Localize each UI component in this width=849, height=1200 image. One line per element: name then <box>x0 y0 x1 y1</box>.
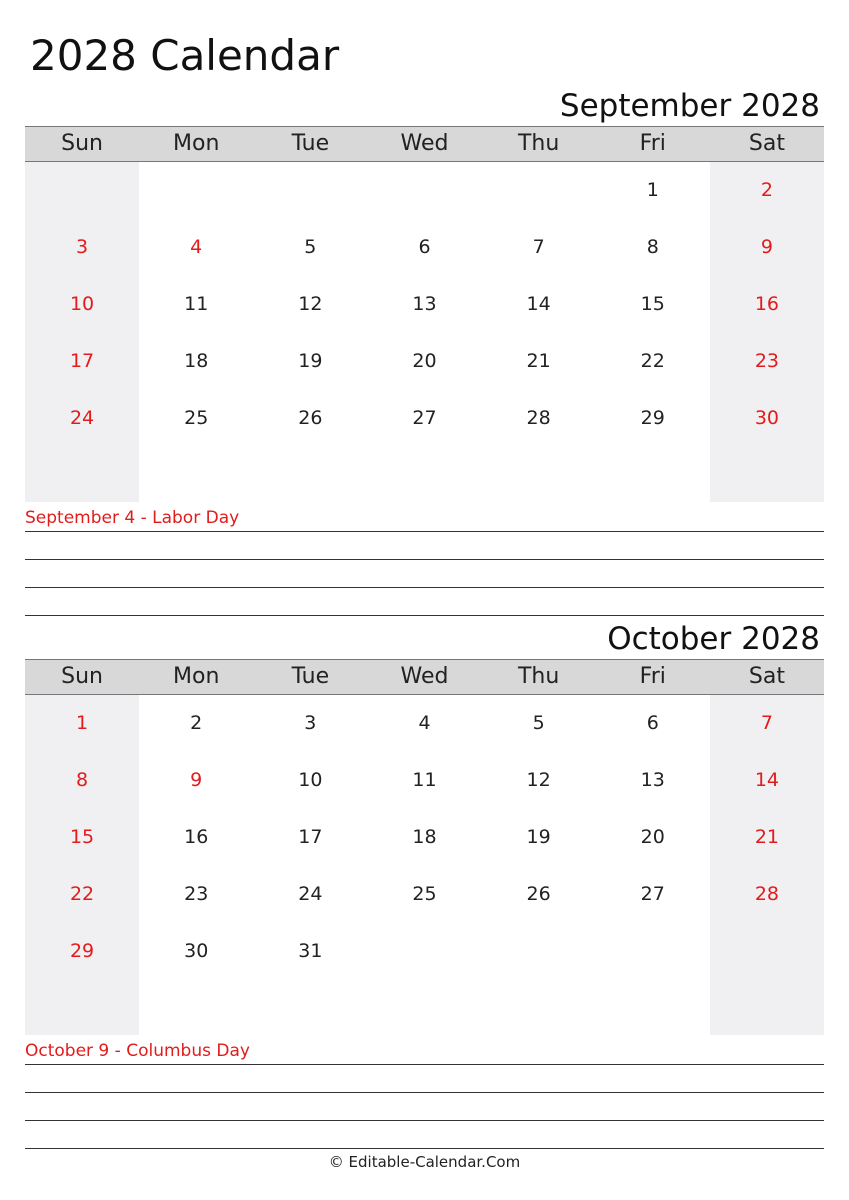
day-cell: 10 <box>298 769 323 791</box>
day-cell: 22 <box>69 883 95 905</box>
day-cell: 21 <box>754 826 779 848</box>
week-row <box>25 980 824 1037</box>
week-row <box>25 276 824 333</box>
note-line <box>25 1065 824 1093</box>
day-cell: 5 <box>532 712 545 734</box>
weekday-tue: Tue <box>291 664 330 689</box>
empty-day-cell <box>482 980 596 1037</box>
day-cell: 29 <box>640 407 665 429</box>
footer-credit: © Editable-Calendar.Com <box>328 1153 521 1171</box>
empty-day-cell <box>710 923 824 980</box>
empty-day-cell <box>482 447 596 504</box>
day-cell: 12 <box>526 769 551 791</box>
day-cell: 3 <box>304 712 317 734</box>
week-row <box>25 162 824 219</box>
weekday-wed: Wed <box>400 131 449 156</box>
weekday-tue: Tue <box>291 131 330 156</box>
empty-day-cell <box>482 923 596 980</box>
day-cell: 13 <box>412 293 437 315</box>
empty-day-cell <box>253 980 367 1037</box>
weekday-sat: Sat <box>748 664 785 689</box>
day-cell: 14 <box>526 293 551 315</box>
day-cell: 17 <box>298 826 323 848</box>
day-cell: 7 <box>532 236 545 258</box>
day-cell: 3 <box>76 236 89 258</box>
weekday-sat: Sat <box>748 131 785 156</box>
empty-day-cell <box>710 447 824 504</box>
empty-day-cell <box>25 162 139 219</box>
day-cell: 12 <box>298 293 323 315</box>
day-cell: 8 <box>646 236 659 258</box>
day-cell: 29 <box>69 940 95 962</box>
day-cell: 23 <box>754 350 779 372</box>
day-cell: 13 <box>640 769 665 791</box>
week-row <box>25 866 824 923</box>
day-cell: 20 <box>640 826 665 848</box>
day-cell: 17 <box>69 350 95 372</box>
weekday-header <box>25 659 824 695</box>
note-line <box>25 588 824 616</box>
month-title: October 2028 <box>607 621 820 657</box>
day-cell: 11 <box>184 293 209 315</box>
empty-day-cell <box>367 923 481 980</box>
day-cell: 2 <box>760 179 773 201</box>
day-cell: 19 <box>298 350 323 372</box>
day-cell: 15 <box>640 293 665 315</box>
week-row <box>25 752 824 809</box>
day-cell: 2 <box>190 712 203 734</box>
day-cell: 11 <box>412 769 437 791</box>
empty-day-cell <box>710 980 824 1037</box>
week-row <box>25 809 824 866</box>
day-cell: 7 <box>760 712 773 734</box>
weekday-sun: Sun <box>61 131 103 156</box>
day-cell: 31 <box>298 940 323 962</box>
note-line <box>25 532 824 560</box>
note-line <box>25 560 824 588</box>
calendar-grid <box>25 126 824 504</box>
empty-day-cell <box>482 162 596 219</box>
note-line <box>25 1093 824 1121</box>
empty-day-cell <box>253 162 367 219</box>
day-cell: 4 <box>190 236 203 258</box>
weekday-thu: Thu <box>517 131 560 156</box>
day-cell: 1 <box>76 712 89 734</box>
weekday-header <box>25 126 824 162</box>
day-cell: 23 <box>184 883 209 905</box>
empty-day-cell <box>367 980 481 1037</box>
day-cell: 14 <box>754 769 779 791</box>
week-row <box>25 695 824 752</box>
day-cell: 28 <box>754 883 779 905</box>
day-cell: 9 <box>760 236 773 258</box>
day-cell: 9 <box>190 769 203 791</box>
weekday-thu: Thu <box>517 664 560 689</box>
weekday-sun: Sun <box>61 664 103 689</box>
day-cell: 21 <box>526 350 551 372</box>
holiday-note: October 9 - Columbus Day <box>25 1037 824 1065</box>
day-cell: 18 <box>412 826 437 848</box>
day-cell: 25 <box>412 883 437 905</box>
month-september <box>25 86 824 616</box>
calendar-grid <box>25 659 824 1037</box>
day-cell: 16 <box>754 293 779 315</box>
empty-day-cell <box>367 162 481 219</box>
day-cell: 28 <box>526 407 551 429</box>
day-cell: 18 <box>184 350 209 372</box>
empty-day-cell <box>596 980 710 1037</box>
empty-day-cell <box>139 447 253 504</box>
day-cell: 30 <box>184 940 209 962</box>
holiday-note: September 4 - Labor Day <box>25 504 824 532</box>
week-row <box>25 219 824 276</box>
day-cell: 26 <box>526 883 551 905</box>
day-cell: 20 <box>412 350 437 372</box>
day-cell: 27 <box>640 883 665 905</box>
empty-day-cell <box>139 162 253 219</box>
empty-day-cell <box>367 447 481 504</box>
day-cell: 30 <box>754 407 779 429</box>
empty-day-cell <box>25 980 139 1037</box>
note-line <box>25 1121 824 1149</box>
day-cell: 10 <box>69 293 95 315</box>
empty-day-cell <box>139 980 253 1037</box>
day-cell: 25 <box>184 407 209 429</box>
weekday-mon: Mon <box>173 131 220 156</box>
day-cell: 4 <box>418 712 431 734</box>
week-row <box>25 390 824 447</box>
day-cell: 27 <box>412 407 437 429</box>
day-cell: 24 <box>69 407 95 429</box>
empty-day-cell <box>596 447 710 504</box>
day-cell: 22 <box>640 350 665 372</box>
week-row <box>25 923 824 980</box>
page-title: 2028 Calendar <box>30 31 340 80</box>
day-cell: 6 <box>646 712 659 734</box>
month-october <box>25 619 824 1149</box>
empty-day-cell <box>596 923 710 980</box>
empty-day-cell <box>253 447 367 504</box>
weeks <box>25 695 824 1037</box>
empty-day-cell <box>25 447 139 504</box>
day-cell: 19 <box>526 826 551 848</box>
day-cell: 24 <box>298 883 323 905</box>
day-cell: 8 <box>76 769 89 791</box>
weekday-wed: Wed <box>400 664 449 689</box>
week-row <box>25 333 824 390</box>
day-cell: 26 <box>298 407 323 429</box>
weekday-mon: Mon <box>173 664 220 689</box>
weekday-fri: Fri <box>639 131 666 156</box>
day-cell: 15 <box>69 826 95 848</box>
weekday-fri: Fri <box>639 664 666 689</box>
week-row <box>25 447 824 504</box>
day-cell: 6 <box>418 236 431 258</box>
day-cell: 1 <box>646 179 659 201</box>
day-cell: 16 <box>184 826 209 848</box>
weeks <box>25 162 824 504</box>
month-title: September 2028 <box>559 88 820 124</box>
day-cell: 5 <box>304 236 317 258</box>
